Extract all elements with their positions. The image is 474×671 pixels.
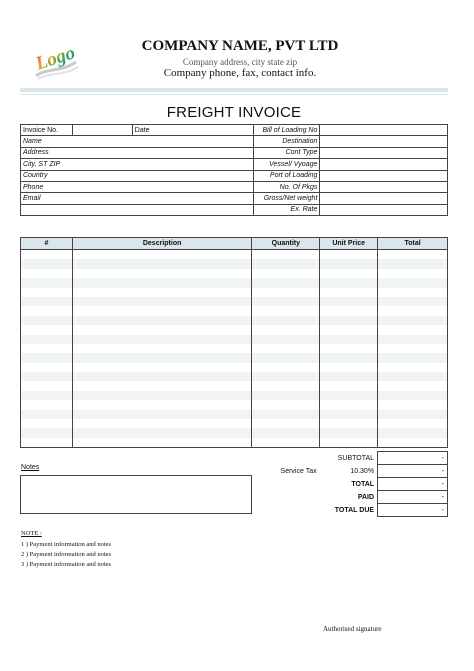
item-cell[interactable] (21, 259, 73, 268)
item-cell[interactable] (320, 306, 378, 315)
item-cell[interactable] (378, 316, 448, 325)
item-cell[interactable] (21, 344, 73, 353)
header-divider (20, 88, 448, 92)
item-row (21, 269, 448, 278)
item-cell[interactable] (320, 363, 378, 372)
item-row (21, 288, 448, 297)
item-cell[interactable] (320, 297, 378, 306)
item-cell[interactable] (72, 372, 252, 381)
item-cell[interactable] (252, 419, 320, 428)
subtotal-label: SUBTOTAL (337, 454, 375, 462)
item-cell[interactable] (72, 381, 252, 390)
item-row (21, 316, 448, 325)
item-row (21, 428, 448, 437)
info-row (21, 125, 448, 136)
note-item: 2 ) Payment information and notes (21, 551, 112, 558)
item-cell[interactable] (21, 363, 73, 372)
info-label: Destination (254, 136, 320, 147)
item-cell[interactable] (320, 335, 378, 344)
item-cell[interactable] (21, 381, 73, 390)
info-label: Email (21, 193, 254, 204)
item-cell[interactable] (72, 353, 252, 362)
totals-row (20, 452, 448, 465)
item-cell[interactable] (378, 269, 448, 278)
paid-value: - (378, 491, 448, 504)
item-cell[interactable] (252, 363, 320, 372)
item-cell[interactable] (320, 344, 378, 353)
info-label: Vessel/ Vyoage (254, 159, 320, 170)
item-cell[interactable] (72, 410, 252, 419)
item-row (21, 400, 448, 409)
info-label: Gross/Net weight (254, 193, 320, 204)
service-tax-rate: 10.30% (350, 467, 375, 475)
item-cell[interactable] (252, 288, 320, 297)
column-header: Total (378, 238, 448, 250)
item-cell[interactable] (320, 259, 378, 268)
item-cell[interactable] (320, 288, 378, 297)
item-cell[interactable] (252, 344, 320, 353)
item-cell[interactable] (72, 438, 252, 448)
info-label: Port of Loading (254, 170, 320, 181)
info-row (21, 181, 448, 192)
item-cell[interactable] (252, 269, 320, 278)
note-item: 3 ) Payment information and notes (21, 561, 112, 568)
item-cell[interactable] (72, 259, 252, 268)
item-cell[interactable] (378, 278, 448, 287)
info-value[interactable] (320, 170, 448, 181)
info-value[interactable] (320, 125, 448, 136)
info-label: Country (21, 170, 254, 181)
item-row (21, 297, 448, 306)
item-cell[interactable] (252, 438, 320, 448)
item-cell[interactable] (72, 400, 252, 409)
info-label: Bill of Loading No (254, 125, 320, 136)
item-cell[interactable] (21, 335, 73, 344)
info-value[interactable] (320, 159, 448, 170)
info-value[interactable] (320, 136, 448, 147)
svg-text:Logo: Logo (33, 42, 78, 75)
item-cell[interactable] (21, 288, 73, 297)
info-label: Address (21, 147, 254, 158)
item-cell[interactable] (320, 269, 378, 278)
info-label: Invoice No. (21, 125, 73, 136)
item-row (21, 335, 448, 344)
item-cell[interactable] (72, 306, 252, 315)
item-row (21, 363, 448, 372)
item-cell[interactable] (252, 306, 320, 315)
item-cell[interactable] (21, 419, 73, 428)
item-cell[interactable] (72, 419, 252, 428)
item-cell[interactable] (252, 381, 320, 390)
item-cell[interactable] (378, 372, 448, 381)
item-cell[interactable] (252, 410, 320, 419)
item-cell[interactable] (72, 278, 252, 287)
item-cell[interactable] (252, 325, 320, 334)
company-address: Company address, city state zip (182, 57, 298, 67)
paid-label: PAID (357, 493, 375, 501)
column-header: Description (72, 238, 252, 250)
info-value[interactable] (320, 204, 448, 215)
item-cell[interactable] (378, 353, 448, 362)
item-cell[interactable] (72, 428, 252, 437)
company-name: COMPANY NAME, PVT LTD (141, 38, 339, 54)
item-cell[interactable] (320, 250, 378, 260)
note-item: 1 ) Payment information and notes (21, 541, 112, 548)
item-cell[interactable] (21, 297, 73, 306)
item-row (21, 259, 448, 268)
item-cell[interactable] (378, 325, 448, 334)
info-row (21, 147, 448, 158)
item-cell[interactable] (21, 438, 73, 448)
items-table (20, 237, 448, 448)
item-row (21, 344, 448, 353)
item-cell[interactable] (378, 428, 448, 437)
item-cell[interactable] (21, 391, 73, 400)
item-cell[interactable] (21, 269, 73, 278)
invoice-title: FREIGHT INVOICE (166, 104, 302, 121)
item-cell[interactable] (320, 419, 378, 428)
item-cell[interactable] (21, 400, 73, 409)
service-tax-label: Service Tax (280, 467, 317, 475)
info-value[interactable] (72, 125, 132, 136)
item-cell[interactable] (378, 419, 448, 428)
item-cell[interactable] (252, 335, 320, 344)
info-value[interactable] (320, 181, 448, 192)
info-value[interactable] (320, 193, 448, 204)
item-cell[interactable] (378, 306, 448, 315)
item-cell[interactable] (320, 316, 378, 325)
item-cell[interactable] (72, 363, 252, 372)
company-logo (32, 32, 80, 82)
item-cell[interactable] (378, 250, 448, 260)
total-due-label: TOTAL DUE (334, 506, 375, 514)
items-body (21, 250, 448, 448)
item-cell[interactable] (72, 288, 252, 297)
info-label: Date (132, 125, 254, 136)
item-row (21, 306, 448, 315)
company-contact: Company phone, fax, contact info. (163, 67, 317, 79)
item-cell[interactable] (320, 353, 378, 362)
item-cell[interactable] (72, 297, 252, 306)
item-cell[interactable] (378, 410, 448, 419)
item-cell[interactable] (320, 428, 378, 437)
header-divider-thin (20, 94, 448, 95)
item-cell[interactable] (320, 438, 378, 448)
item-cell[interactable] (252, 250, 320, 260)
info-row (21, 136, 448, 147)
item-cell[interactable] (252, 428, 320, 437)
item-cell[interactable] (378, 381, 448, 390)
subtotal-value: - (378, 452, 448, 465)
info-row (21, 159, 448, 170)
service-tax-value: - (378, 465, 448, 478)
item-cell[interactable] (320, 410, 378, 419)
item-row (21, 410, 448, 419)
item-cell[interactable] (320, 325, 378, 334)
item-row (21, 438, 448, 448)
item-row (21, 250, 448, 260)
item-cell[interactable] (72, 250, 252, 260)
info-value[interactable] (320, 147, 448, 158)
total-due-value: - (378, 504, 448, 517)
info-label: Name (21, 136, 254, 147)
item-cell[interactable] (378, 297, 448, 306)
item-cell[interactable] (72, 335, 252, 344)
item-cell[interactable] (72, 269, 252, 278)
column-header: Unit Price (320, 238, 378, 250)
item-cell[interactable] (320, 278, 378, 287)
item-row (21, 353, 448, 362)
item-cell[interactable] (252, 259, 320, 268)
item-cell[interactable] (21, 410, 73, 419)
item-cell[interactable] (378, 259, 448, 268)
item-cell[interactable] (72, 344, 252, 353)
item-cell[interactable] (21, 316, 73, 325)
item-cell[interactable] (378, 344, 448, 353)
item-cell[interactable] (21, 250, 73, 260)
notes-label: Notes (21, 464, 40, 471)
item-cell[interactable] (378, 363, 448, 372)
column-header: # (21, 238, 73, 250)
item-row (21, 419, 448, 428)
item-cell[interactable] (378, 391, 448, 400)
signature-label: Authorised signature (323, 625, 382, 633)
item-cell[interactable] (72, 325, 252, 334)
item-cell[interactable] (252, 353, 320, 362)
item-row (21, 278, 448, 287)
info-label (21, 204, 254, 215)
total-value: - (378, 478, 448, 491)
item-cell[interactable] (378, 438, 448, 448)
item-cell[interactable] (320, 391, 378, 400)
item-cell[interactable] (21, 278, 73, 287)
info-label: Ex. Rate (254, 204, 320, 215)
info-label: Phone (21, 181, 254, 192)
invoice-info-table (20, 124, 448, 216)
item-cell[interactable] (378, 400, 448, 409)
info-row (21, 193, 448, 204)
item-cell[interactable] (252, 372, 320, 381)
info-row (21, 170, 448, 181)
item-cell[interactable] (21, 428, 73, 437)
item-cell[interactable] (21, 372, 73, 381)
item-cell[interactable] (252, 400, 320, 409)
item-cell[interactable] (320, 372, 378, 381)
item-row (21, 325, 448, 334)
item-cell[interactable] (252, 391, 320, 400)
item-row (21, 381, 448, 390)
notes-box[interactable] (20, 475, 252, 514)
item-cell[interactable] (378, 335, 448, 344)
total-label: TOTAL (351, 480, 375, 488)
item-row (21, 391, 448, 400)
item-cell[interactable] (378, 288, 448, 297)
info-row (21, 204, 448, 215)
item-cell[interactable] (21, 325, 73, 334)
item-cell[interactable] (72, 316, 252, 325)
column-header: Quantity (252, 238, 320, 250)
item-cell[interactable] (252, 278, 320, 287)
item-cell[interactable] (21, 353, 73, 362)
item-cell[interactable] (320, 400, 378, 409)
info-label: Cont Type (254, 147, 320, 158)
item-cell[interactable] (252, 297, 320, 306)
item-cell[interactable] (21, 306, 73, 315)
item-cell[interactable] (72, 391, 252, 400)
info-label: City, ST ZIP (21, 159, 254, 170)
item-cell[interactable] (320, 381, 378, 390)
info-label: No. Of Pkgs (254, 181, 320, 192)
item-row (21, 372, 448, 381)
items-header-row (21, 238, 448, 250)
note-heading: NOTE : (21, 530, 42, 537)
item-cell[interactable] (252, 316, 320, 325)
